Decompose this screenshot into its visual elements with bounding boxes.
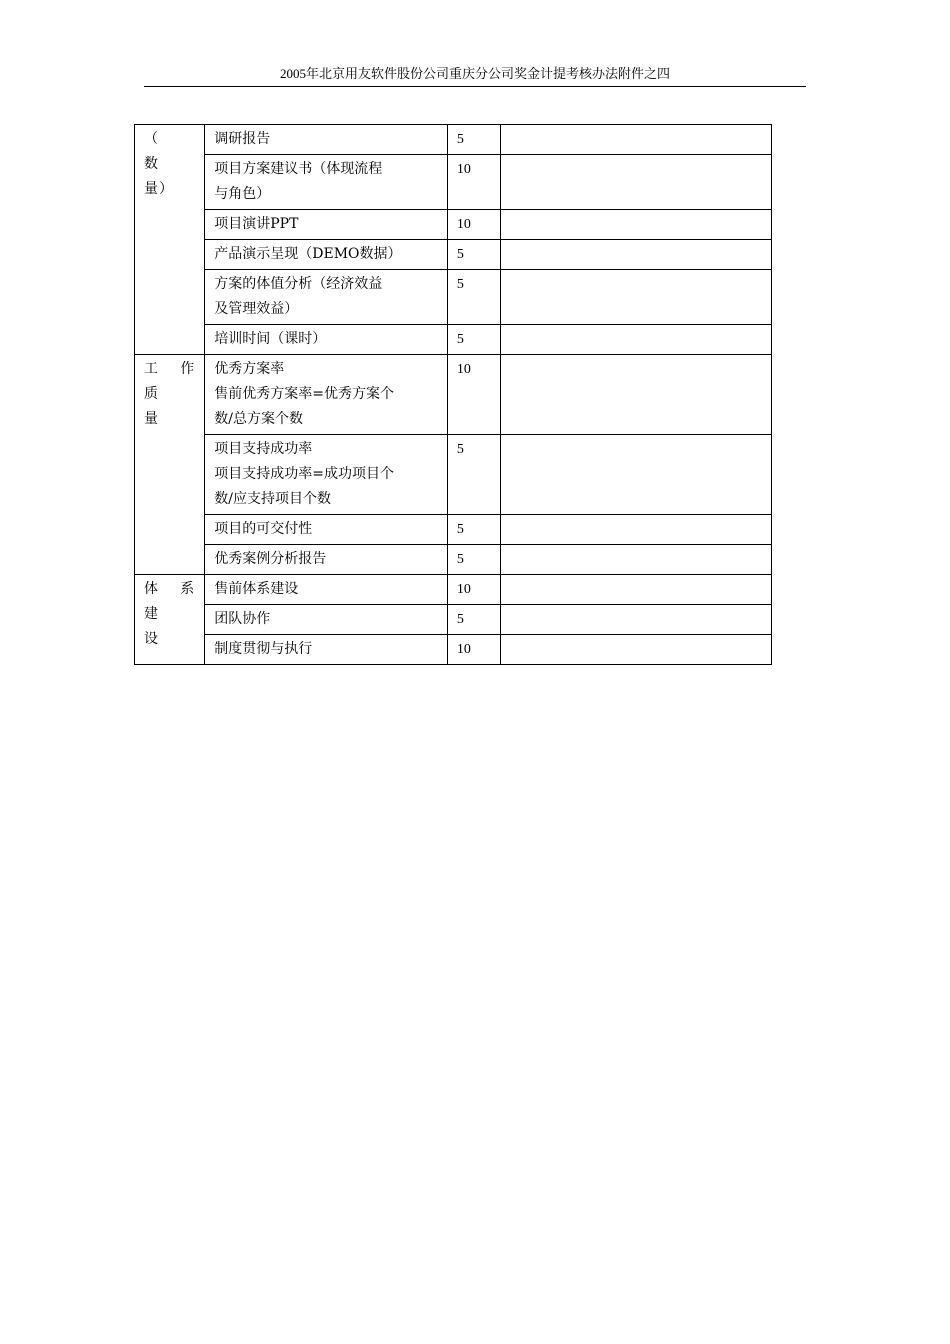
table-row xyxy=(135,125,772,155)
category-cell xyxy=(135,125,205,355)
category-cell xyxy=(135,575,205,665)
score-cell: 5 xyxy=(447,435,500,515)
item-cell xyxy=(205,515,448,545)
table-row xyxy=(135,635,772,665)
table-row xyxy=(135,605,772,635)
assessment-table xyxy=(134,124,772,665)
table-row xyxy=(135,155,772,210)
note-cell xyxy=(501,635,772,665)
item-cell xyxy=(205,545,448,575)
item-label-line: 项目方案建议书（体现流程 xyxy=(214,161,383,177)
note-cell xyxy=(501,515,772,545)
item-label-line: 及管理效益） xyxy=(214,301,299,317)
item-cell xyxy=(205,155,448,210)
item-label-line: 团队协作 xyxy=(214,611,271,627)
category-label-line: 量 xyxy=(144,411,159,427)
score-cell: 10 xyxy=(447,635,500,665)
item-label-line: 优秀方案率 xyxy=(214,361,285,377)
item-label-line: 项目演讲PPT xyxy=(214,216,299,232)
table-row xyxy=(135,270,772,325)
score-cell: 10 xyxy=(447,155,500,210)
table-row xyxy=(135,515,772,545)
score-cell: 5 xyxy=(447,515,500,545)
category-label-line: 设 xyxy=(144,631,159,647)
item-label-line: 售前优秀方案率=优秀方案个 xyxy=(214,386,394,402)
note-cell xyxy=(501,240,772,270)
item-label-line: 制度贯彻与执行 xyxy=(214,641,313,657)
score-cell: 10 xyxy=(447,210,500,240)
note-cell xyxy=(501,435,772,515)
note-cell xyxy=(501,605,772,635)
category-label-line: （ 数 xyxy=(144,131,189,172)
score-cell: 5 xyxy=(447,125,500,155)
item-cell xyxy=(205,240,448,270)
table-row xyxy=(135,355,772,435)
category-label-line: 工 作 质 xyxy=(144,361,196,402)
category-label-line: 量） xyxy=(144,181,174,197)
note-cell xyxy=(501,545,772,575)
table-row xyxy=(135,575,772,605)
table-row xyxy=(135,545,772,575)
score-cell: 5 xyxy=(447,545,500,575)
item-cell xyxy=(205,435,448,515)
item-label-line: 方案的体值分析（经济效益 xyxy=(214,276,383,292)
note-cell xyxy=(501,155,772,210)
item-cell xyxy=(205,575,448,605)
item-label-line: 数/应支持项目个数 xyxy=(214,491,331,507)
category-cell xyxy=(135,355,205,575)
item-cell xyxy=(205,325,448,355)
score-cell: 5 xyxy=(447,605,500,635)
item-label-line: 优秀案例分析报告 xyxy=(214,551,327,567)
table-row xyxy=(135,435,772,515)
item-cell xyxy=(205,355,448,435)
note-cell xyxy=(501,325,772,355)
note-cell xyxy=(501,210,772,240)
score-cell: 5 xyxy=(447,270,500,325)
score-cell: 5 xyxy=(447,240,500,270)
document-title: 2005年北京用友软件股份公司重庆分公司奖金计提考核办法附件之四 xyxy=(279,66,670,81)
item-cell xyxy=(205,210,448,240)
note-cell xyxy=(501,575,772,605)
assessment-table-body xyxy=(135,125,772,665)
item-label-line: 产品演示呈现（DEMO数据） xyxy=(214,246,402,262)
note-cell xyxy=(501,270,772,325)
item-label-line: 数/总方案个数 xyxy=(214,411,303,427)
score-cell: 10 xyxy=(447,355,500,435)
table-row xyxy=(135,210,772,240)
table-row xyxy=(135,325,772,355)
page-header xyxy=(144,64,806,87)
item-label-line: 培训时间（课时） xyxy=(214,331,327,347)
item-label-line: 项目的可交付性 xyxy=(214,521,313,537)
item-label-line: 项目支持成功率 xyxy=(214,441,313,457)
item-label-line: 与角色） xyxy=(214,186,271,202)
category-label-line: 体 系 建 xyxy=(144,581,196,622)
score-cell: 10 xyxy=(447,575,500,605)
item-label-line: 调研报告 xyxy=(214,131,271,147)
item-cell xyxy=(205,270,448,325)
table-row xyxy=(135,240,772,270)
item-label-line: 项目支持成功率=成功项目个 xyxy=(214,466,394,482)
score-cell: 5 xyxy=(447,325,500,355)
item-cell xyxy=(205,635,448,665)
item-cell xyxy=(205,605,448,635)
note-cell xyxy=(501,355,772,435)
item-label-line: 售前体系建设 xyxy=(214,581,299,597)
item-cell xyxy=(205,125,448,155)
note-cell xyxy=(501,125,772,155)
